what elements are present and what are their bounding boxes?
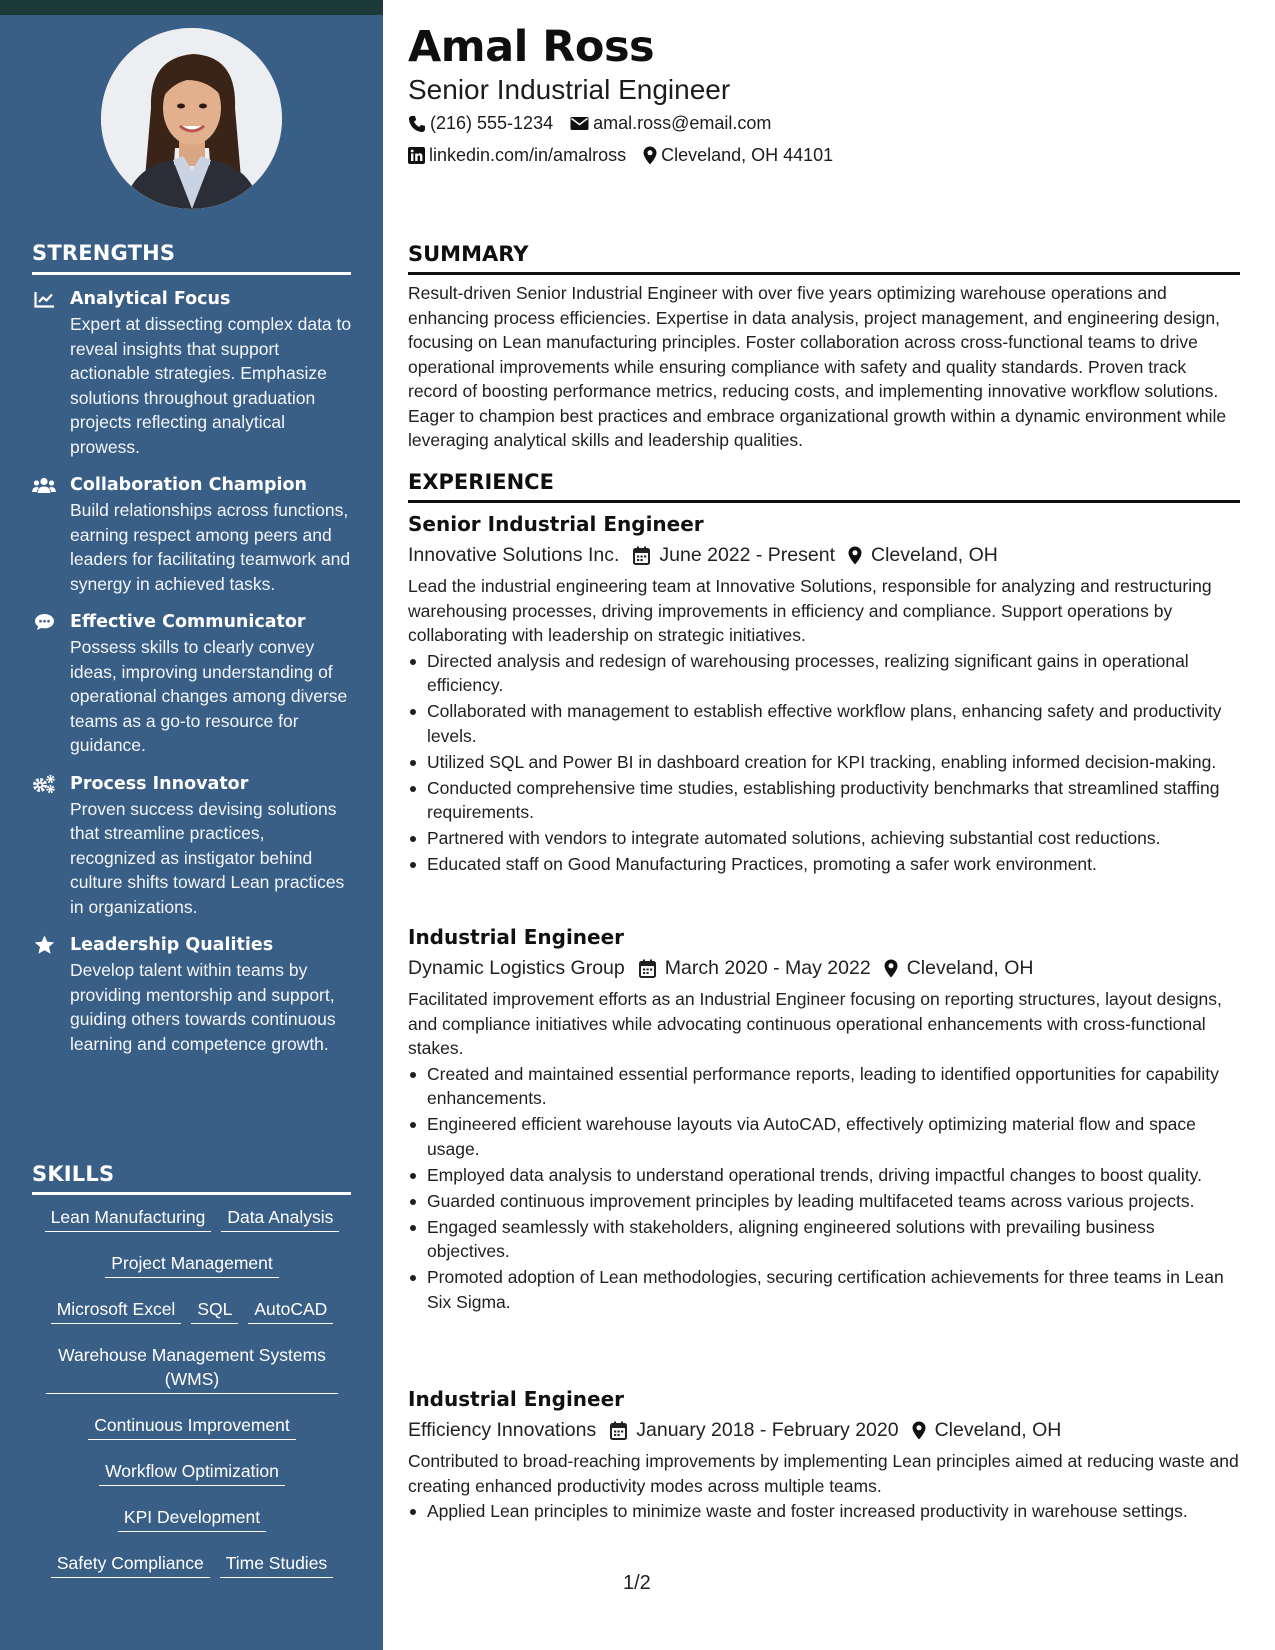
skill-tag: Safety Compliance <box>51 1551 210 1578</box>
email-contact[interactable] <box>570 113 771 134</box>
calendar-icon <box>633 546 650 565</box>
strength-description: Expert at dissecting complex data to reveal insights that support actionable strategies. Emphasize solutions throughout graduation projects reflecting analytical prowess. <box>70 314 352 457</box>
job-dates: June 2022 - Present <box>659 544 836 566</box>
star-icon <box>32 935 56 955</box>
achievement-item: Applied Lean principles to minimize waste and foster increased productivity in warehouse settings. <box>408 1499 1240 1524</box>
job-location: Cleveland, OH <box>934 1419 1062 1441</box>
strength-description: Build relationships across functions, earning respect among peers and leaders for facilitating teamwork and synergy in achieved tasks. <box>70 500 351 594</box>
job-title: Senior Industrial Engineer <box>408 512 704 536</box>
skill-tag: KPI Development <box>118 1505 266 1532</box>
strength-title: Effective Communicator <box>70 612 306 632</box>
achievement-item: Partnered with vendors to integrate automated solutions, achieving substantial cost reductions. <box>408 826 1240 851</box>
page-number: 1/2 <box>623 1572 651 1594</box>
job-dates: January 2018 - February 2020 <box>636 1419 899 1441</box>
job-title: Industrial Engineer <box>408 925 625 949</box>
skill-tag: Microsoft Excel <box>51 1297 182 1324</box>
strength-title: Analytical Focus <box>70 289 231 309</box>
calendar-icon <box>610 1421 627 1440</box>
experience-divider <box>408 500 1240 503</box>
strength-item <box>32 472 352 596</box>
achievement-item: Engineered efficient warehouse layouts via AutoCAD, effectively optimizing material flow and space usage. <box>408 1112 1240 1161</box>
strengths-list <box>32 286 352 1069</box>
job-description: Lead the industrial engineering team at Innovative Solutions, responsible for analyzing and restructuring warehousing processes, driving improvements in efficiency and compliance. Support operations by collaborating with leadership on strategic initiatives. <box>408 576 1212 645</box>
skills-list <box>32 1205 352 1597</box>
achievement-item: Engaged seamlessly with stakeholders, aligning engineered solutions with prevailing business objectives. <box>408 1215 1240 1264</box>
company-name: Dynamic Logistics Group <box>408 957 625 979</box>
skill-tag: Workflow Optimization <box>99 1459 285 1486</box>
calendar-icon <box>639 959 656 978</box>
strengths-divider <box>32 272 351 275</box>
skills-heading: SKILLS <box>32 1162 115 1186</box>
job-title: Industrial Engineer <box>408 1387 625 1411</box>
skill-tag: SQL <box>191 1297 238 1324</box>
company-name: Efficiency Innovations <box>408 1419 597 1441</box>
linkedin-contact[interactable] <box>408 145 626 166</box>
candidate-name: Amal Ross <box>408 22 655 72</box>
summary-text: Result-driven Senior Industrial Engineer with over five years optimizing warehouse operations and enhancing process efficiencies. Expertise in data analysis, project management, and engineering design, focusing on Lean manufacturing principles. Foster collaboration across cross-functional teams to drive operational improvements while ensuring compliance with safety and quality standards. Proven track record of boosting performance metrics, reducing costs, and implementing innovative workflow solutions. Eager to champion best practices and embrace organizational growth within a dynamic environment while leveraging analytical skills and leadership qualities. <box>408 283 1227 450</box>
skills-divider <box>32 1192 351 1195</box>
job-dates: March 2020 - May 2022 <box>664 957 871 979</box>
skill-tag: Project Management <box>105 1251 278 1278</box>
experience-entry <box>408 1384 1240 1525</box>
achievement-item: Employed data analysis to understand operational trends, driving impactful changes to boost quality. <box>408 1163 1240 1188</box>
strength-description: Proven success devising solutions that streamline practices, recognized as instigator behind culture shifts toward Lean practices in organizations. <box>70 798 345 917</box>
achievement-list <box>408 649 1240 877</box>
achievement-item: Guarded continuous improvement principles by leading multifaceted teams across various projects. <box>408 1189 1240 1214</box>
job-meta <box>408 1414 1240 1446</box>
strengths-heading: STRENGTHS <box>32 241 176 265</box>
strength-item <box>32 609 352 758</box>
phone-number: (216) 555-1234 <box>430 113 554 133</box>
achievement-item: Collaborated with management to establish effective workflow plans, enhancing safety and productivity levels. <box>408 699 1240 748</box>
job-description: Contributed to broad-reaching improvements by implementing Lean principles aimed at reducing waste and creating enhanced productivity modes across multiple teams. <box>408 1451 1239 1496</box>
linkedin-icon <box>408 147 425 164</box>
achievement-item: Utilized SQL and Power BI in dashboard creation for KPI tracking, enabling informed decision-making. <box>408 750 1240 775</box>
linkedin-url: linkedin.com/in/amalross <box>429 145 627 165</box>
achievement-item: Promoted adoption of Lean methodologies, securing certification achievements for three teams in Lean Six Sigma. <box>408 1265 1240 1314</box>
job-description: Facilitated improvement efforts as an Industrial Engineer focusing on reporting structures, layout designs, and compliance initiatives while advocating continuous operational enhancements with cross-functional stakes. <box>408 989 1222 1058</box>
map-pin-icon <box>643 146 657 165</box>
skill-tag: Warehouse Management Systems (WMS) <box>46 1343 338 1394</box>
strength-title: Process Innovator <box>70 773 249 794</box>
job-meta <box>408 539 1240 571</box>
sidebar <box>0 0 383 1650</box>
envelope-icon <box>570 116 589 131</box>
phone-contact[interactable] <box>408 113 553 134</box>
contact-row <box>408 145 850 166</box>
map-pin-icon <box>848 546 862 565</box>
speech-bubble-icon <box>32 612 56 632</box>
skill-tag: Data Analysis <box>221 1205 339 1232</box>
achievement-item: Created and maintained essential performance reports, leading to identified opportunities for capability enhancements. <box>408 1062 1240 1111</box>
job-meta <box>408 952 1240 984</box>
job-location: Cleveland, OH <box>906 957 1034 979</box>
strength-item <box>32 932 352 1056</box>
experience-heading: EXPERIENCE <box>408 470 554 494</box>
skill-tag: Lean Manufacturing <box>45 1205 212 1232</box>
line-chart-icon <box>32 289 56 309</box>
map-pin-icon <box>884 959 898 978</box>
candidate-role: Senior Industrial Engineer <box>408 74 731 105</box>
skill-tag: AutoCAD <box>248 1297 333 1324</box>
location-contact <box>643 145 833 166</box>
company-name: Innovative Solutions Inc. <box>408 544 620 566</box>
achievement-list <box>408 1499 1240 1524</box>
strength-title: Leadership Qualities <box>70 935 274 955</box>
job-location: Cleveland, OH <box>871 544 998 566</box>
location-text: Cleveland, OH 44101 <box>661 145 834 165</box>
achievement-item: Educated staff on Good Manufacturing Practices, promoting a safer work environment. <box>408 852 1240 877</box>
summary-heading: SUMMARY <box>408 242 529 266</box>
strength-item <box>32 286 352 459</box>
map-pin-icon <box>912 1421 926 1440</box>
users-icon <box>32 475 56 495</box>
skill-tag: Continuous Improvement <box>88 1413 296 1440</box>
experience-entry <box>408 922 1240 1316</box>
strength-item <box>32 771 352 920</box>
achievement-item: Conducted comprehensive time studies, establishing productivity benchmarks that streamlined staffing requirements. <box>408 776 1240 825</box>
strength-description: Possess skills to clearly convey ideas, improving understanding of operational changes among diverse teams as a go-to resource for guidance. <box>70 637 348 755</box>
strength-description: Develop talent within teams by providing mentorship and support, guiding others towards continuous learning and competence growth. <box>70 960 336 1054</box>
skill-tag: Time Studies <box>220 1551 333 1578</box>
phone-icon <box>408 115 426 133</box>
avatar <box>101 28 282 209</box>
email-address: amal.ross@email.com <box>593 113 772 133</box>
achievement-list <box>408 1062 1240 1315</box>
strength-title: Collaboration Champion <box>70 475 307 495</box>
gears-icon <box>32 774 56 794</box>
achievement-item: Directed analysis and redesign of warehousing processes, realizing significant gains in operational efficiency. <box>408 649 1240 698</box>
contact-row <box>408 113 788 134</box>
experience-entry <box>408 509 1240 878</box>
summary-divider <box>408 272 1240 275</box>
sidebar-top-bar <box>0 0 383 15</box>
